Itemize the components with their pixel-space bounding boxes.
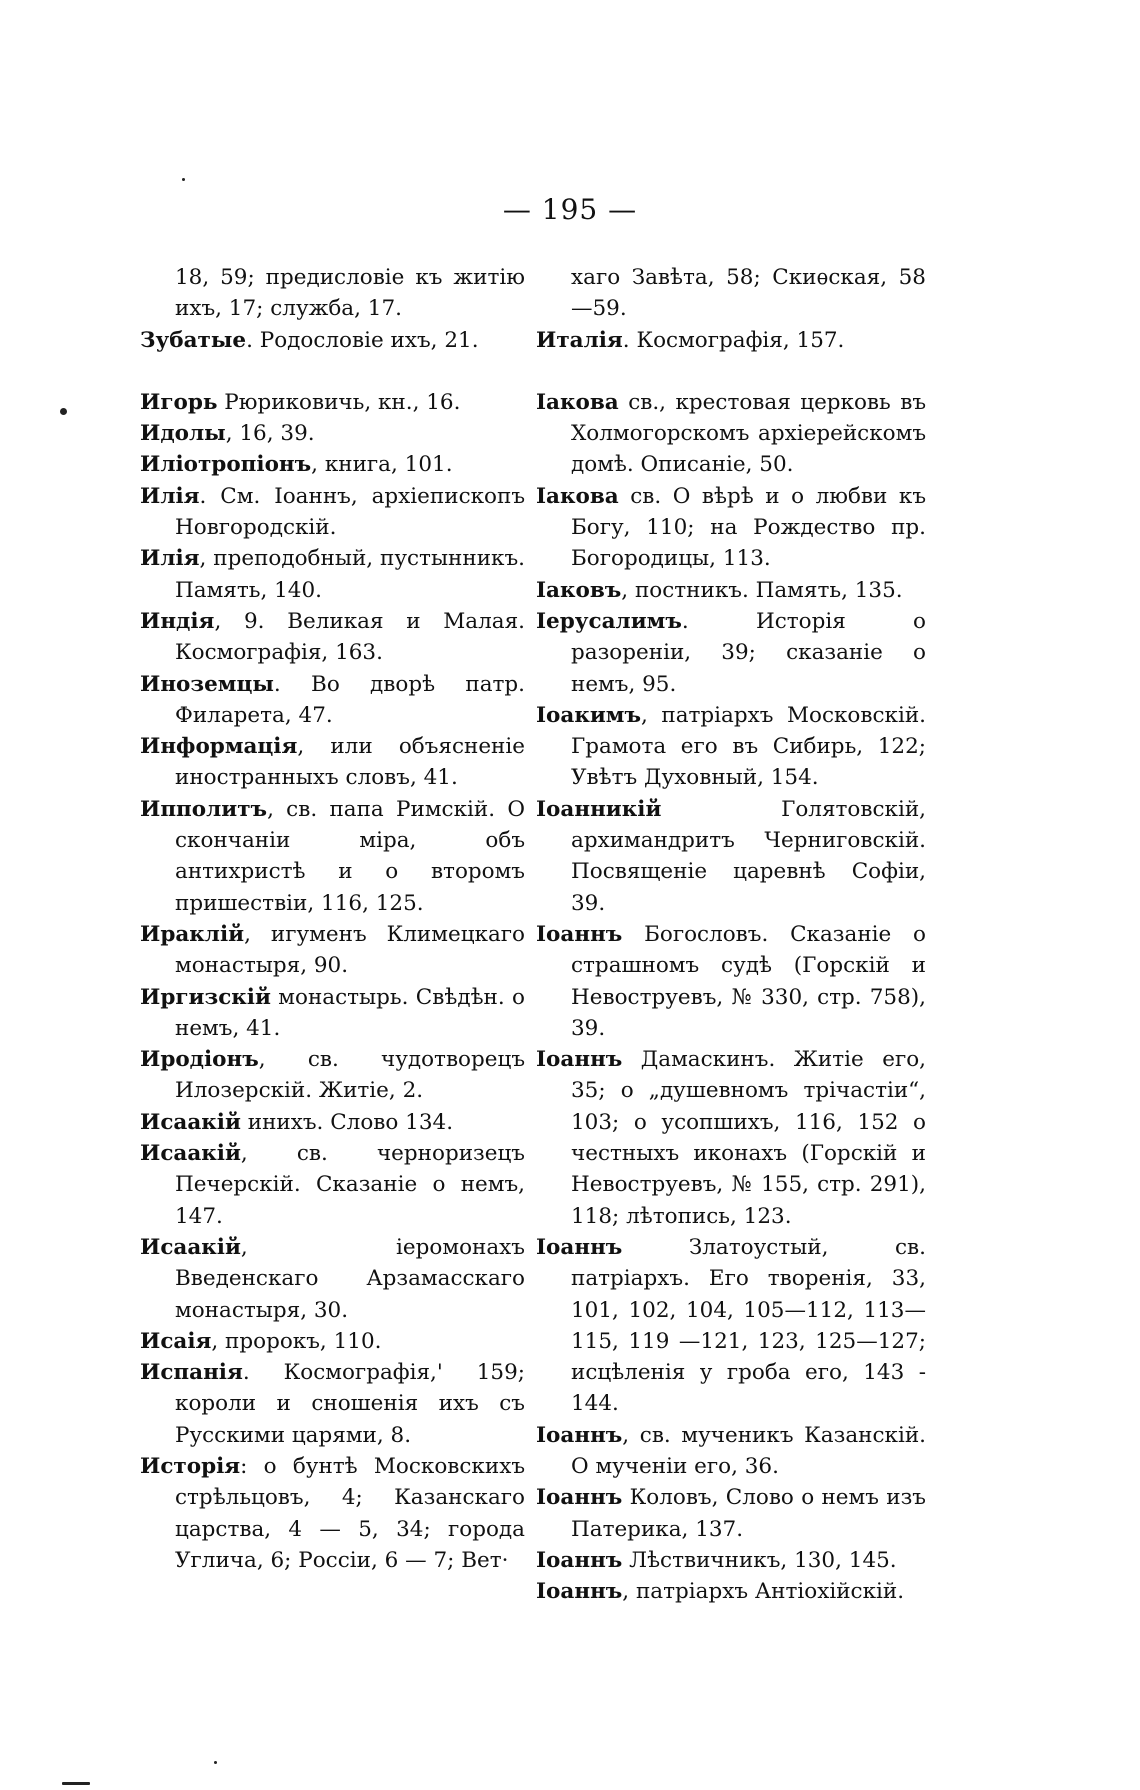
index-headword: Исаакій — [140, 1234, 241, 1260]
index-headword: Исаакій — [140, 1141, 241, 1167]
index-headword: Іоаннъ — [536, 921, 623, 947]
index-entry-text: . Родословіе ихъ, 21. — [246, 327, 479, 353]
index-entry — [140, 919, 525, 982]
index-headword: Іаковъ — [536, 577, 622, 603]
index-headword: Италія — [536, 327, 623, 353]
ink-speck — [182, 178, 185, 181]
index-entry-text: , патріархъ Антіохійскій. — [622, 1579, 905, 1605]
ink-speck — [62, 1782, 90, 1785]
index-entry — [140, 1044, 525, 1107]
index-column-right — [536, 262, 926, 1607]
index-entry-text: . Космографія,' 159; короли и сношенія ихъ съ Русскими царями, 8. — [175, 1360, 525, 1448]
index-entry — [536, 1576, 926, 1607]
page-number: — 195 — — [502, 193, 638, 226]
index-entry — [536, 481, 926, 575]
index-entry — [140, 1232, 525, 1326]
index-entry — [536, 387, 926, 481]
index-entry-text: Дамаскинъ. Житіе его, 35; о „душевномъ трічастіи“, 103; о усопшихъ, 116, 152 о честныхъ иконахъ (Горскій и Невоструевъ, № 155, стр. 291), 118; лѣтопись, 123. — [571, 1047, 926, 1229]
index-entry — [140, 543, 525, 606]
index-headword: Іоаннъ — [536, 1234, 623, 1260]
index-entry — [140, 1451, 525, 1576]
index-entry-text: , преподобный, пустынникъ. Память, 140. — [175, 546, 525, 603]
index-entry-text: . Космографія, 157. — [622, 327, 845, 353]
index-headword: Іоакимъ — [536, 702, 641, 728]
ink-speck — [214, 1761, 217, 1764]
index-entry — [140, 606, 525, 669]
index-entry — [140, 481, 525, 544]
index-entry — [140, 449, 525, 480]
index-headword: Иродіонъ — [140, 1047, 259, 1073]
index-entry — [536, 575, 926, 606]
index-entry-text: св., крестовая церковь въ Холмогорскомъ архіерейскомъ домѣ. Описаніе, 50. — [571, 389, 926, 478]
index-headword: Зубатые — [140, 327, 247, 353]
index-headword: Исаакій — [140, 1109, 241, 1135]
index-entry-text: Богословъ. Сказаніе о страшномъ судѣ (Горскій и Невоструевъ, № 330, стр. 758), 39. — [571, 921, 926, 1041]
index-entry — [536, 1545, 926, 1576]
index-column-left — [140, 262, 525, 1576]
index-entry-text: , игуменъ Климецкаго монастыря, 90. — [175, 921, 525, 979]
index-entry — [536, 700, 926, 794]
index-headword: Иліотропіонъ — [140, 452, 312, 478]
index-entry — [140, 325, 525, 356]
index-entry — [140, 1107, 525, 1138]
index-headword: Исторія — [140, 1453, 241, 1479]
index-entry-text: хаго Завѣта, 58; Скиѳская, 58—59. — [571, 265, 926, 322]
index-entry-text: , пророкъ, 110. — [211, 1328, 382, 1354]
section-gap — [536, 356, 926, 387]
ink-speck — [60, 408, 67, 415]
index-entry-text: , іеромонахъ Введенскаго Арзамасскаго монастыря, 30. — [175, 1234, 525, 1323]
index-entry-text: , св. черноризецъ Печерскій. Сказаніе о немъ, 147. — [175, 1141, 525, 1229]
index-headword: Информація — [140, 734, 298, 760]
index-entry-text: . Исторія о разореніи, 39; сказаніе о немъ, 95. — [571, 608, 926, 697]
index-headword: Іакова — [536, 483, 619, 509]
index-entry-text: Лѣствичникъ, 130, 145. — [622, 1547, 897, 1573]
index-entry-continuation — [140, 262, 525, 325]
index-entry — [140, 982, 525, 1045]
index-entry-text: Коловъ, Слово о немъ изъ Патерика, 137. — [571, 1485, 926, 1542]
index-headword: Іоаннъ — [536, 1047, 623, 1073]
index-entry — [536, 1044, 926, 1232]
index-headword: Илія — [140, 483, 200, 509]
index-headword: Іоаннъ — [536, 1485, 623, 1511]
index-headword: Индія — [140, 608, 215, 634]
index-headword: Илія — [140, 546, 200, 572]
index-headword: Іерусалимъ — [536, 608, 682, 634]
index-entry — [536, 919, 926, 1044]
index-entry — [140, 1357, 525, 1451]
index-entry-text: , св. чудотворецъ Илозерскій. Житіе, 2. — [175, 1047, 525, 1104]
index-entry-text: Златоустый, св. патріархъ. Его творенія, 33, 101, 102, 104, 105—112, 113—115, 119 —121, 123, 125—127; исцѣленія у гроба его, 143 - 144. — [571, 1234, 926, 1417]
index-headword: Игорь — [140, 389, 218, 415]
index-headword: Іоаннъ — [536, 1547, 623, 1573]
index-entry — [140, 794, 525, 919]
index-entry-continuation — [536, 262, 926, 325]
index-headword: Идолы — [140, 421, 226, 447]
index-entry — [536, 794, 926, 919]
index-entry — [140, 669, 525, 732]
index-headword: Іоанникій — [536, 796, 662, 822]
index-entry-text: , св. папа Римскій. О скончаніи міра, объ антихристѣ и о второмъ пришествіи, 116, 125. — [175, 796, 525, 916]
index-entry-text: , св. мученикъ Казанскій. О мученіи его, 36. — [571, 1422, 926, 1479]
index-entry — [140, 1326, 525, 1357]
index-entry-text: , постникъ. Память, 135. — [621, 577, 903, 603]
index-headword: Исаія — [140, 1328, 212, 1354]
index-entry-text: : о бунтѣ Московскихъ стрѣльцовъ, 4; Казанскаго царства, 4 — 5, 34; города Углича, 6; Россіи, 6 — 7; Вет· — [175, 1453, 525, 1573]
index-headword: Іакова — [536, 389, 619, 415]
index-entry-text: , патріархъ Московскій. Грамота его въ Сибирь, 122; Увѣтъ Духовный, 154. — [571, 702, 926, 791]
index-entry — [536, 1232, 926, 1420]
index-entry-text: , книга, 101. — [311, 452, 453, 478]
index-entry-text: , или объясненіе иностранныхъ словъ, 41. — [175, 734, 525, 791]
index-entry-text: Голятовскій, архимандритъ Черниговскій. Посвященіе царевнѣ Софіи, 39. — [571, 796, 926, 916]
index-entry — [536, 606, 926, 700]
index-entry-text: , 16, 39. — [225, 421, 315, 447]
index-entry — [140, 387, 525, 418]
index-entry-text: . См. Іоаннъ, архіепископъ Новгородскій. — [175, 483, 525, 541]
index-headword: Испанія — [140, 1360, 243, 1386]
index-entry — [140, 1138, 525, 1232]
index-headword: Иноземцы — [140, 671, 274, 697]
index-entry-text: Рюриковичь, кн., 16. — [217, 389, 461, 415]
index-entry-text: . Во дворѣ патр. Филарета, 47. — [175, 671, 525, 728]
index-entry — [140, 731, 525, 794]
index-entry-text: св. О вѣрѣ и о любви къ Богу, 110; на Рождество пр. Богородицы, 113. — [571, 483, 926, 572]
index-entry-text: инихъ. Слово 134. — [240, 1109, 454, 1135]
index-headword: Иргизскій — [140, 984, 271, 1010]
index-headword: Ираклій — [140, 921, 245, 947]
index-entry-text: , 9. Великая и Малая. Космографія, 163. — [175, 608, 525, 666]
index-headword: Ипполитъ — [140, 796, 268, 822]
index-entry-text: 18, 59; предисловіе къ житію ихъ, 17; служба, 17. — [175, 265, 525, 322]
index-headword: Іоаннъ — [536, 1422, 623, 1448]
index-entry — [536, 1420, 926, 1483]
index-entry — [140, 418, 525, 449]
index-entry — [536, 1482, 926, 1545]
index-headword: Іоаннъ — [536, 1579, 623, 1605]
index-entry-text: монастырь. Свѣдѣн. о немъ, 41. — [175, 984, 525, 1041]
index-entry — [536, 325, 926, 356]
section-gap — [140, 356, 525, 387]
